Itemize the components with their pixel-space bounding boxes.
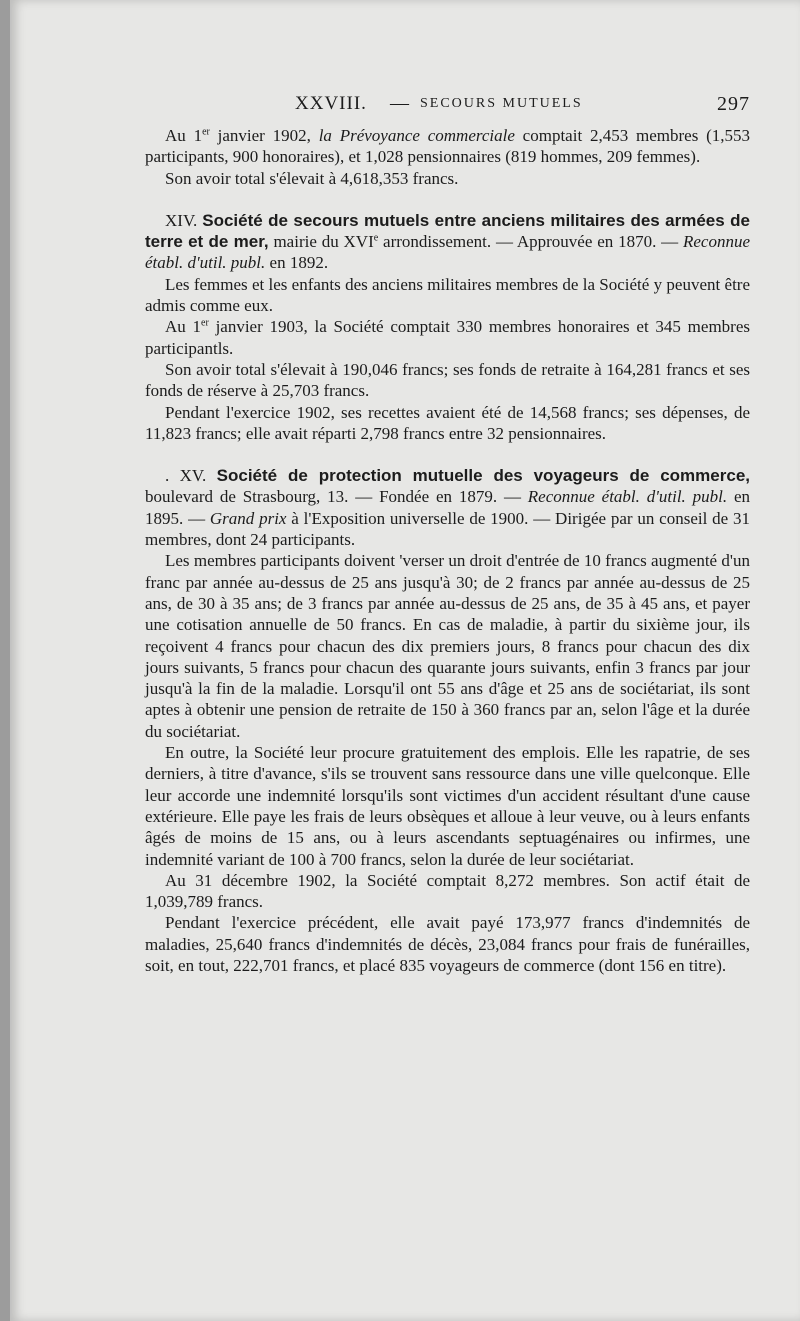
section-number: XIV. — [165, 210, 203, 230]
running-header — [145, 93, 750, 125]
book-page — [10, 0, 800, 1321]
superscript: e — [373, 232, 379, 244]
superscript: er — [202, 126, 210, 138]
section-xv-heading — [145, 465, 750, 550]
paragraph-xv-services: En outre, la Société leur procure gratuitement des emplois. Elle les rapatrie, de ses derniers, à titre d'avance, s'ils se trouvent sans ressource dans une ville quelconque. Elle leur accorde une indemnité lorsqu'ils sont victimes d'un accident résultant d'une cause extérieure. Elle paye les frais de leurs obsèques et alloue à leur veuve, ou à leurs enfants âgés de moins de 15 ans, ou à leurs ascendants septuagénaires ou infirmes, une indemnité variant de 100 à 700 francs, selon la durée de leur sociétariat. — [145, 743, 750, 869]
page-number: 297 — [717, 93, 750, 115]
paragraph-xiv-assets: Son avoir total s'élevait à 190,046 francs; ses fonds de retraite à 164,281 francs et ses fonds de réserve à 25,703 francs. — [145, 359, 750, 401]
text-span: en 1892. — [265, 253, 329, 273]
text-span: Au 1 — [165, 317, 202, 337]
text-span: janvier 1903, la Société comptait 330 membres honoraires et 345 membres participantls. — [145, 317, 750, 358]
paragraph-xv-members: Au 31 décembre 1902, la Société comptait 8,272 membres. Son actif était de 1,039,789 francs. — [145, 870, 750, 912]
society-name-italic: la Prévoyance commerciale — [318, 126, 515, 145]
paragraph-xv-contributions: Les membres participants doivent 'verser un droit d'entrée de 10 francs augmenté d'un franc par année au-dessus de 25 ans jusqu'à 30; de 2 francs par année au-dessus de 25 ans, de 30 à 35 ans; de 3 francs par année au-dessus de 25 ans, de 35 à 45 ans, et payer une cotisation annuelle de 50 francs. En cas de maladie, à partir du sixième jour, ils reçoivent 4 francs pour chacun des dix premiers jours, 8 francs pour chacun des dix jours suivants, 5 francs pour chacun des quarante jours suivants, enfin 3 francs par jour jusqu'à la fin de la maladie. Lorsqu'il ont 55 ans d'âge et 25 ans de sociétariat, ils sont aptes à obtenir une pension de retraite de 150 à 360 francs par an, selon l'âge et la durée du sociétariat. — [145, 551, 750, 741]
text-span: arrondissement. — Approuvée en 1870. — — [378, 232, 683, 252]
header-dash: — — [390, 93, 410, 114]
paragraph-prevoyance-assets: Son avoir total s'élevait à 4,618,353 francs. — [165, 168, 459, 188]
text-span: comptait 2,453 membres (1,553 participants, 900 honoraires), et 1,028 pensionnaires (819 hommes, 209 femmes). — [145, 126, 751, 167]
text-span: en 1895. — — [145, 487, 751, 528]
text-span: mairie du XVI — [268, 232, 374, 252]
section-gap — [145, 189, 750, 210]
chapter-number: XXVIII. — [295, 93, 367, 114]
paragraph-xv-exercise: Pendant l'exercice précédent, elle avait payé 173,977 francs d'indemnités de maladies, 25,640 francs d'indemnités de décès, 23,084 francs pour frais de funérailles, soit, en tout, 222,701 francs, et placé 835 voyageurs de commerce (dont 156 en titre). — [145, 913, 750, 975]
italic-span: Reconnue établ. d'util. publ. — [145, 232, 751, 273]
superscript: er — [201, 317, 209, 329]
section-number: . XV. — [165, 466, 217, 486]
text-span: Au 1 — [165, 126, 203, 145]
section-title: Société de secours mutuels entre anciens militaires des armées de terre et de mer, — [145, 210, 750, 252]
text-span: boulevard de Strasbourg, 13. — Fondée en 1879. — — [145, 487, 528, 507]
chapter-title: SECOURS MUTUELS — [420, 96, 583, 111]
section-xiv-heading — [145, 210, 750, 274]
italic-span: Grand prix — [209, 508, 287, 528]
paragraph-xiv-members — [145, 316, 750, 359]
page-content — [145, 93, 750, 976]
paragraph-xiv-admission: Les femmes et les enfants des anciens militaires membres de la Société y peuvent être admis comme eux. — [145, 274, 750, 316]
paragraph-xiv-exercise: Pendant l'exercice 1902, ses recettes avaient été de 14,568 francs; ses dépenses, de 11,823 francs; elle avait réparti 2,798 francs entre 32 pensionnaires. — [145, 402, 750, 443]
paragraph-prevoyance-members — [145, 125, 750, 168]
section-title: Société de protection mutuelle des voyageurs de commerce, — [216, 466, 750, 486]
italic-span: Reconnue établ. d'util. publ. — [527, 487, 728, 507]
text-span: à l'Exposition universelle de 1900. — Dirigée par un conseil de 31 membres, dont 24 participants. — [145, 508, 751, 550]
section-gap — [145, 444, 750, 465]
text-span: janvier 1902, — [209, 126, 319, 145]
